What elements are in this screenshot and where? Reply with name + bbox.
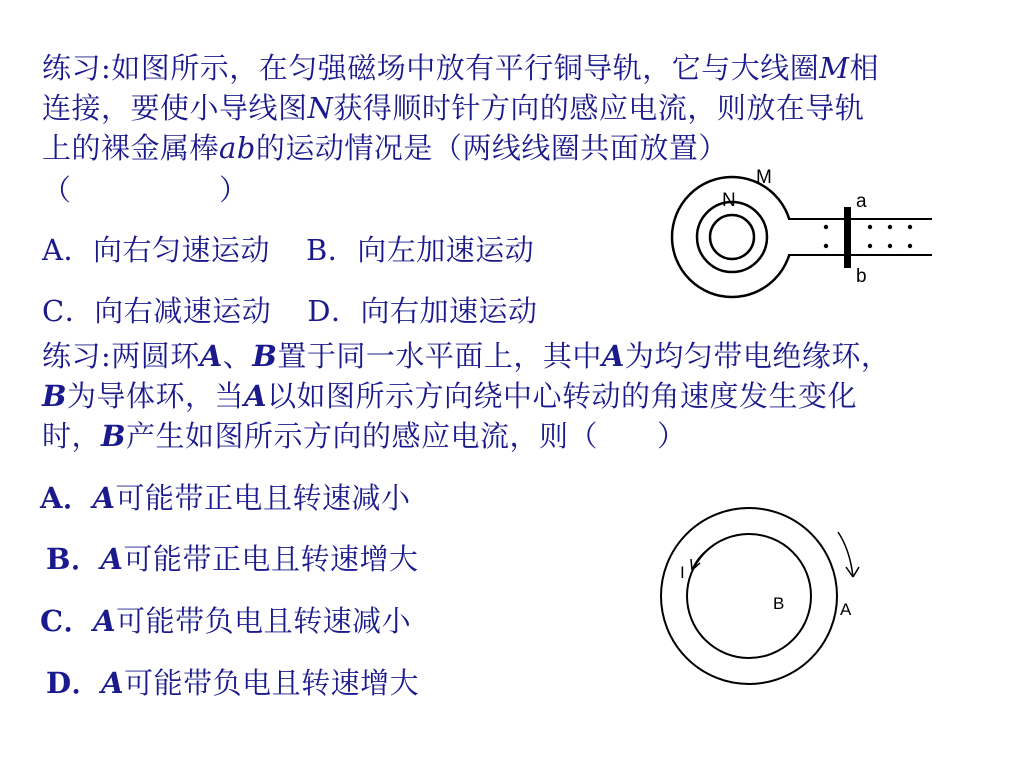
q2-var-b: B: [252, 339, 278, 373]
q2-text: 置于同一水平面上，其中: [277, 339, 602, 373]
q2-var-a: A: [601, 339, 625, 373]
large-coil-m-inner: [697, 202, 767, 272]
q1-var-n: N: [307, 91, 334, 125]
q1-text: 连接，要使小导线图: [42, 91, 308, 125]
option-text: 可能带正电且转速增大: [123, 542, 419, 576]
option-letter: C．: [40, 604, 94, 638]
q2-var-b: B: [42, 379, 68, 413]
q1-answer-paren: （ ）: [42, 173, 249, 207]
option-text: 可能带负电且转速减小: [116, 604, 412, 638]
q1-options-row-2: [42, 293, 537, 329]
q1-option-a[interactable]: A．向右匀速运动: [42, 233, 270, 267]
option-var: A: [101, 666, 125, 700]
q2-stem-line-3: [42, 418, 687, 454]
q2-var-a: A: [244, 379, 268, 413]
q2-stem-line-1: [42, 338, 890, 374]
option-var: A: [100, 542, 124, 576]
rotation-arrow-icon: [838, 532, 853, 577]
q2-text: 练习:两圆环: [42, 339, 200, 373]
q2-var-b: B: [101, 419, 127, 453]
label-a: A: [840, 600, 852, 619]
q1-var-m: M: [819, 51, 850, 85]
q2-option-b[interactable]: [46, 541, 419, 577]
q1-stem-line-1: [42, 50, 879, 86]
q2-option-c[interactable]: [40, 603, 411, 639]
q1-option-c[interactable]: C．向右减速运动: [42, 294, 272, 328]
label-b: B: [773, 594, 785, 613]
q2-text: 、: [222, 339, 253, 373]
q2-option-a[interactable]: [40, 480, 411, 516]
option-letter: D．: [46, 666, 102, 700]
q2-option-d[interactable]: [46, 665, 419, 701]
q1-text: 相: [849, 51, 879, 85]
q1-var-ab: ab: [219, 131, 256, 165]
q2-text: 为均匀带电绝缘环，: [624, 339, 891, 373]
q2-stem-line-2: [42, 378, 857, 414]
q1-option-b[interactable]: B．向左加速运动: [305, 233, 535, 267]
label-b: b: [856, 266, 867, 287]
label-i: I: [680, 563, 685, 582]
ring-b: [687, 534, 811, 658]
q1-option-d[interactable]: D．向右加速运动: [307, 294, 538, 328]
coil-gap: [780, 220, 800, 254]
metal-rod-ab: [844, 207, 851, 268]
q2-text: 以如图所示方向绕中心转动的角速度发生变化: [267, 379, 858, 413]
q2-figure-rings: [640, 500, 880, 700]
option-text: 可能带正电且转速减小: [115, 481, 411, 515]
q1-options-row-1: [42, 232, 534, 268]
option-var: A: [92, 481, 116, 515]
q2-text: 时，: [42, 419, 102, 453]
q1-text: 获得顺时针方向的感应电流，则放在导轨: [333, 91, 865, 125]
q1-text: 上的裸金属棒: [42, 131, 220, 165]
q2-text: 产生如图所示方向的感应电流，则（ ）: [126, 419, 687, 453]
option-letter: A．: [40, 481, 93, 515]
option-text: 可能带负电且转速增大: [124, 666, 420, 700]
option-letter: B．: [46, 542, 101, 576]
q1-stem-line-3: [42, 130, 728, 166]
q2-text: 为导体环，当: [67, 379, 245, 413]
label-n: N: [722, 190, 736, 211]
q1-figure-coil-rails: [660, 160, 950, 310]
magnetic-field-dots: [824, 225, 912, 248]
q1-text: 练习:如图所示，在匀强磁场中放有平行铜导轨，它与大线圈: [42, 51, 820, 85]
q1-text: 的运动情况是（两线线圈共面放置）: [255, 131, 728, 165]
label-a: a: [856, 191, 867, 212]
option-var: A: [93, 604, 117, 638]
q1-stem-line-2: [42, 90, 864, 126]
small-coil-n: [710, 215, 754, 259]
label-m: M: [756, 167, 772, 188]
q2-var-a: A: [199, 339, 223, 373]
